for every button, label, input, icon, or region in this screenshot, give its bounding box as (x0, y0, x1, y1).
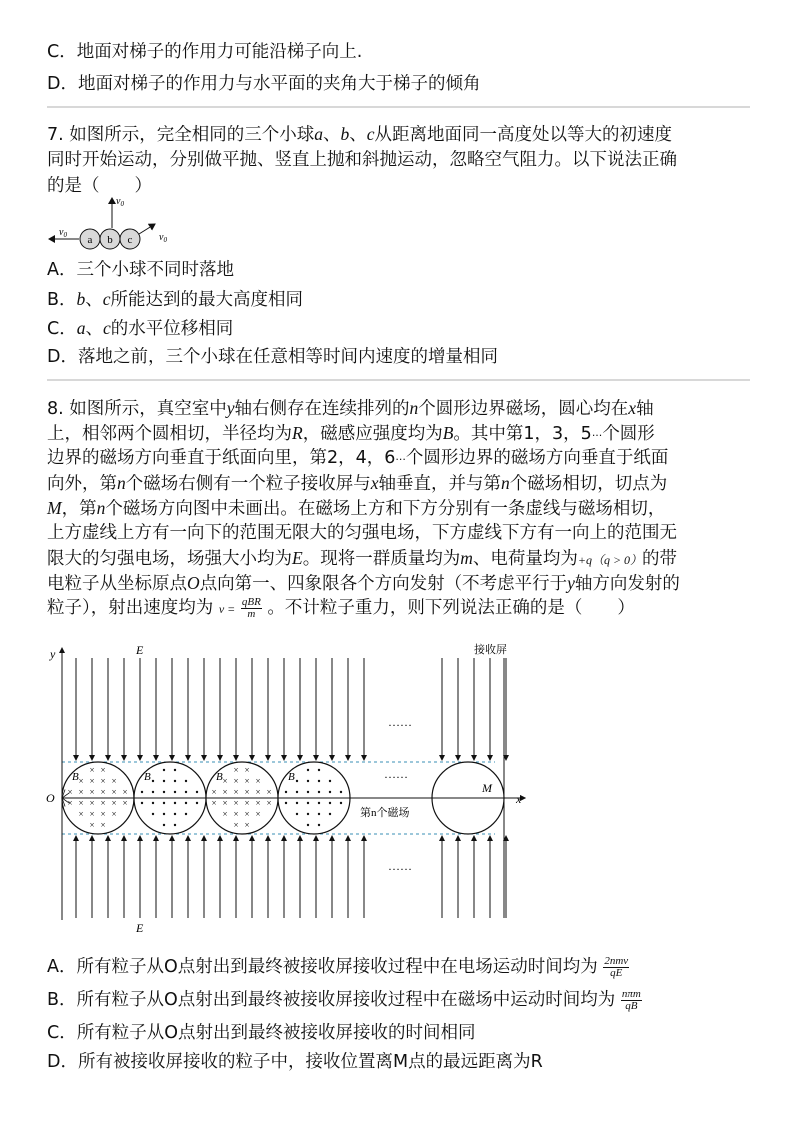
field-out-of-page-mark (307, 769, 309, 771)
field-into-page-mark: × (100, 820, 106, 830)
field-out-of-page-mark (163, 791, 165, 793)
field-into-page-mark: × (111, 787, 117, 797)
field-out-of-page-mark (318, 780, 320, 782)
time-fraction-b: $\frac{\text{nπm}}{qB}$ (621, 987, 641, 1012)
divider (47, 379, 750, 381)
q8-option-a[interactable]: A．所有粒子从O点射出到最终被接收屏接收过程中在电场运动时间均为 $\frac{\text{2nmv}}{qE}$ (47, 954, 629, 979)
ellipsis: …… (388, 715, 412, 729)
field-into-page-mark: × (100, 798, 106, 808)
field-out-of-page-mark (152, 813, 154, 815)
screen-label: 接收屏 (474, 644, 507, 656)
q7-option-b[interactable]: B．b、c所能达到的最大高度相同 (47, 289, 304, 310)
b-label: B (72, 771, 79, 783)
field-into-page-mark: × (255, 798, 261, 808)
field-out-of-page-mark (185, 813, 187, 815)
field-out-of-page-mark (329, 791, 331, 793)
field-label-top: E (136, 643, 144, 657)
field-out-of-page-mark (163, 813, 165, 815)
field-out-of-page-mark (329, 780, 331, 782)
field-into-page-mark: × (266, 787, 272, 797)
field-into-page-mark: × (100, 787, 106, 797)
svg-text:b: b (107, 234, 113, 246)
b-label: B (216, 771, 223, 783)
field-out-of-page-mark (185, 780, 187, 782)
q8-stem-line3: 边界的磁场方向垂直于纸面向里，第2，4，6···个圆形边界的磁场方向垂直于纸面 (47, 448, 669, 468)
point-m-label: M (482, 781, 492, 795)
field-into-page-mark: × (233, 776, 239, 786)
field-out-of-page-mark (340, 802, 342, 804)
velocity-arrow-oblique (139, 224, 155, 234)
b-label: B (288, 771, 295, 783)
b-label: B (144, 771, 151, 783)
field-into-page-mark: × (211, 798, 217, 808)
field-into-page-mark: × (89, 798, 95, 808)
field-into-page-mark: × (211, 787, 217, 797)
v0-label: $v_0$ (59, 227, 67, 239)
v0-label: $v_0$ (159, 232, 167, 244)
ellipsis: …… (384, 767, 408, 781)
q8-option-b[interactable]: B．所有粒子从O点射出到最终被接收屏接收过程中在磁场中运动时间均为 $\frac{\text{nπm}}{qB}$ (47, 987, 641, 1012)
field-into-page-mark: × (111, 809, 117, 819)
q7-option-d[interactable]: D．落地之前，三个小球在任意相等时间内速度的增量相同 (47, 347, 498, 367)
field-into-page-mark: × (111, 776, 117, 786)
svg-text:c: c (127, 234, 133, 246)
field-out-of-page-mark (163, 824, 165, 826)
q8-stem-line8: 电粒子从坐标原点O点向第一、四象限各个方向发射（不考虑平行于y轴方向发射的 (47, 573, 680, 594)
q8-option-d[interactable]: D．所有被接收屏接收的粒子中，接收位置离M点的最远距离为R (47, 1052, 543, 1072)
q7-option-a[interactable]: A．三个小球不同时落地 (47, 260, 234, 280)
field-out-of-page-mark (318, 791, 320, 793)
velocity-fraction: $\frac{\text{qBR}}{m}$ (241, 595, 261, 620)
field-into-page-mark: × (244, 798, 250, 808)
field-out-of-page-mark (174, 802, 176, 804)
field-into-page-mark: × (222, 787, 228, 797)
field-out-of-page-mark (329, 802, 331, 804)
field-out-of-page-mark (141, 802, 143, 804)
field-into-page-mark: × (67, 798, 73, 808)
origin-label: O (46, 791, 55, 805)
q7-stem-line1: 7. 如图所示，完全相同的三个小球a、b、c从距离地面同一高度处以等大的初速度 (47, 124, 673, 145)
field-out-of-page-mark (307, 824, 309, 826)
q8-stem-line6: 上方虚线上方有一向下的范围无限大的匀强电场，下方虚线下方有一向上的范围无 (47, 523, 677, 543)
field-out-of-page-mark (307, 780, 309, 782)
field-out-of-page-mark (296, 813, 298, 815)
field-into-page-mark: × (266, 798, 272, 808)
field-into-page-mark: × (222, 776, 228, 786)
field-out-of-page-mark (174, 780, 176, 782)
field-out-of-page-mark (152, 780, 154, 782)
field-into-page-mark: × (255, 787, 261, 797)
field-out-of-page-mark (163, 780, 165, 782)
field-out-of-page-mark (174, 824, 176, 826)
time-fraction-a: $\frac{\text{2nmv}}{qE}$ (604, 954, 629, 979)
field-into-page-mark: × (89, 787, 95, 797)
field-out-of-page-mark (163, 769, 165, 771)
field-into-page-mark: × (244, 809, 250, 819)
field-into-page-mark: × (78, 809, 84, 819)
field-out-of-page-mark (318, 813, 320, 815)
q8-stem-line7: 限大的匀强电场，场强大小均为E。现将一群质量均为m、电荷量均为+q（q > 0）的带 (47, 548, 678, 569)
field-into-page-mark: × (100, 776, 106, 786)
field-out-of-page-mark (174, 791, 176, 793)
field-into-page-mark: × (111, 798, 117, 808)
y-axis-label: y (50, 647, 56, 661)
field-into-page-mark: × (89, 809, 95, 819)
field-into-page-mark: × (244, 776, 250, 786)
field-out-of-page-mark (174, 769, 176, 771)
field-into-page-mark: × (222, 809, 228, 819)
field-out-of-page-mark (318, 802, 320, 804)
field-into-page-mark: × (233, 798, 239, 808)
field-into-page-mark: × (78, 798, 84, 808)
field-into-page-mark: × (89, 820, 95, 830)
q8-stem-line2: 上，相邻两个圆相切，半径均为R，磁感应强度均为B。其中第1，3，5···个圆形 (47, 423, 655, 444)
q8-stem-line9: 粒子），射出速度均为 v = $\frac{\text{qBR}}{m}$ 。不计粒子重力，则下列说法正确的是（ ） (47, 595, 635, 620)
field-into-page-mark: × (233, 820, 239, 830)
q7-option-c[interactable]: C．a、c的水平位移相同 (47, 318, 234, 339)
field-into-page-mark: × (233, 787, 239, 797)
q6-option-d[interactable]: D．地面对梯子的作用力与水平面的夹角大于梯子的倾角 (47, 74, 481, 94)
field-out-of-page-mark (318, 824, 320, 826)
field-out-of-page-mark (185, 802, 187, 804)
field-into-page-mark: × (255, 809, 261, 819)
q6-option-c[interactable]: C．地面对梯子的作用力可能沿梯子向上. (47, 42, 363, 62)
field-out-of-page-mark (141, 791, 143, 793)
field-label-bottom: E (136, 921, 144, 935)
field-out-of-page-mark (307, 802, 309, 804)
field-out-of-page-mark (196, 802, 198, 804)
field-out-of-page-mark (307, 813, 309, 815)
field-into-page-mark: × (122, 787, 128, 797)
field-into-page-mark: × (100, 809, 106, 819)
q8-option-c[interactable]: C．所有粒子从O点射出到最终被接收屏接收的时间相同 (47, 1023, 476, 1043)
divider (47, 106, 750, 108)
field-out-of-page-mark (307, 791, 309, 793)
field-into-page-mark: × (78, 787, 84, 797)
field-into-page-mark: × (122, 798, 128, 808)
field-into-page-mark: × (222, 798, 228, 808)
q8-field-diagram (40, 640, 540, 940)
field-out-of-page-mark (296, 791, 298, 793)
field-out-of-page-mark (152, 791, 154, 793)
field-into-page-mark: × (255, 776, 261, 786)
field-out-of-page-mark (340, 791, 342, 793)
field-into-page-mark: × (244, 820, 250, 830)
field-out-of-page-mark (152, 802, 154, 804)
svg-text:a: a (87, 234, 93, 246)
field-out-of-page-mark (174, 813, 176, 815)
q7-ball-diagram (47, 194, 187, 254)
field-out-of-page-mark (185, 791, 187, 793)
v0-label: $v_0$ (116, 196, 124, 208)
field-into-page-mark: × (89, 765, 95, 775)
field-into-page-mark: × (233, 765, 239, 775)
q8-stem-line1: 8. 如图所示，真空室中y轴右侧存在连续排列的n个圆形边界磁场，圆心均在x轴 (47, 398, 654, 419)
q7-stem-line2: 同时开始运动，分别做平抛、竖直上抛和斜抛运动，忽略空气阻力。以下说法正确 (47, 150, 677, 170)
field-out-of-page-mark (285, 791, 287, 793)
q8-stem-line5: M，第n个磁场方向图中未画出。在磁场上方和下方分别有一条虚线与磁场相切， (47, 498, 666, 519)
field-out-of-page-mark (329, 813, 331, 815)
field-into-page-mark: × (244, 765, 250, 775)
x-axis-label: x (516, 792, 522, 806)
field-out-of-page-mark (296, 802, 298, 804)
ellipsis: …… (388, 859, 412, 873)
field-out-of-page-mark (285, 802, 287, 804)
field-into-page-mark: × (67, 787, 73, 797)
field-out-of-page-mark (296, 780, 298, 782)
field-out-of-page-mark (318, 769, 320, 771)
field-out-of-page-mark (163, 802, 165, 804)
field-into-page-mark: × (89, 776, 95, 786)
q7-stem-line3: 的是（ ） (47, 176, 152, 196)
field-into-page-mark: × (244, 787, 250, 797)
field-into-page-mark: × (100, 765, 106, 775)
q8-stem-line4: 向外，第n个磁场右侧有一个粒子接收屏与x轴垂直，并与第n个磁场相切，切点为 (47, 473, 668, 494)
field-out-of-page-mark (196, 791, 198, 793)
field-into-page-mark: × (78, 776, 84, 786)
nth-field-label: 第n个磁场 (360, 807, 410, 819)
field-into-page-mark: × (233, 809, 239, 819)
